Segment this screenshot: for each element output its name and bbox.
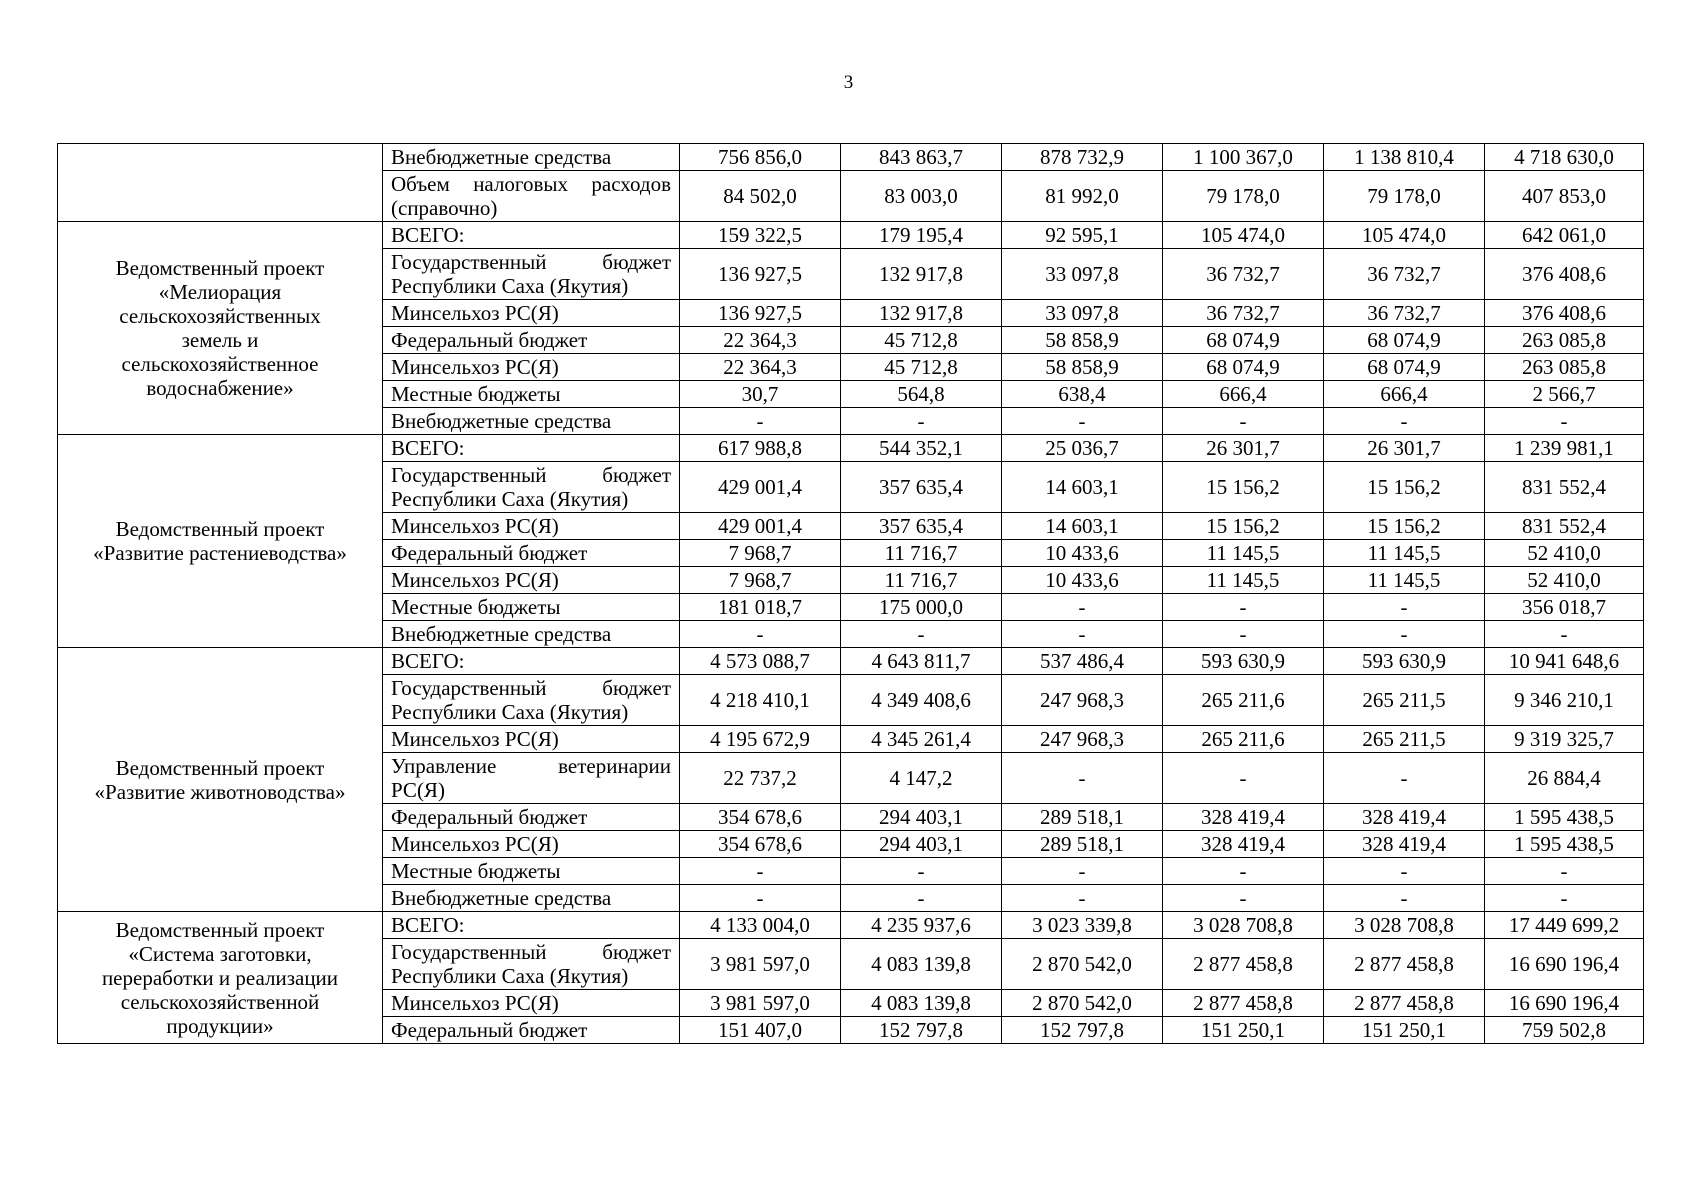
amount-cell: 7 968,7 bbox=[680, 567, 841, 594]
amount-cell: 52 410,0 bbox=[1485, 567, 1644, 594]
amount-cell: 3 981 597,0 bbox=[680, 939, 841, 990]
amount-cell: 30,7 bbox=[680, 381, 841, 408]
amount-cell: 1 239 981,1 bbox=[1485, 435, 1644, 462]
amount-cell: 4 195 672,9 bbox=[680, 726, 841, 753]
project-name-line: земель и bbox=[181, 328, 259, 352]
amount-cell: 831 552,4 bbox=[1485, 462, 1644, 513]
amount-cell: 759 502,8 bbox=[1485, 1017, 1644, 1044]
amount-cell: 33 097,8 bbox=[1002, 249, 1163, 300]
amount-cell: 136 927,5 bbox=[680, 249, 841, 300]
project-name-cell bbox=[58, 912, 383, 1044]
amount-cell: 4 349 408,6 bbox=[841, 675, 1002, 726]
project-name-line: сельскохозяйственных bbox=[119, 304, 321, 328]
amount-cell: 151 250,1 bbox=[1324, 1017, 1485, 1044]
amount-cell: 83 003,0 bbox=[841, 171, 1002, 222]
amount-cell: - bbox=[1324, 885, 1485, 912]
amount-cell: 22 737,2 bbox=[680, 753, 841, 804]
amount-cell: 68 074,9 bbox=[1324, 354, 1485, 381]
amount-cell: 263 085,8 bbox=[1485, 327, 1644, 354]
amount-cell: 2 870 542,0 bbox=[1002, 939, 1163, 990]
funding-source-cell: ВСЕГО: bbox=[383, 435, 680, 462]
amount-cell: 26 884,4 bbox=[1485, 753, 1644, 804]
project-name-line: переработки и реализации bbox=[101, 965, 339, 990]
amount-cell: - bbox=[1163, 594, 1324, 621]
amount-cell: 68 074,9 bbox=[1163, 354, 1324, 381]
funding-source-cell: Минсельхоз РС(Я) bbox=[383, 990, 680, 1017]
amount-cell: - bbox=[680, 621, 841, 648]
amount-cell: 4 573 088,7 bbox=[680, 648, 841, 675]
amount-cell: 11 716,7 bbox=[841, 567, 1002, 594]
amount-cell: - bbox=[1324, 594, 1485, 621]
funding-source-cell: Управление ветеринарии РС(Я) bbox=[383, 753, 680, 804]
amount-cell: - bbox=[1163, 858, 1324, 885]
amount-cell: - bbox=[680, 885, 841, 912]
amount-cell: - bbox=[1002, 621, 1163, 648]
amount-cell: - bbox=[1485, 885, 1644, 912]
project-name-line: продукции» bbox=[166, 1013, 274, 1038]
amount-cell: 756 856,0 bbox=[680, 144, 841, 171]
amount-cell: 544 352,1 bbox=[841, 435, 1002, 462]
funding-source-cell: Минсельхоз РС(Я) bbox=[383, 513, 680, 540]
amount-cell: 152 797,8 bbox=[1002, 1017, 1163, 1044]
amount-cell: 26 301,7 bbox=[1324, 435, 1485, 462]
table-row bbox=[58, 435, 1644, 462]
funding-source-cell: Внебюджетные средства bbox=[383, 885, 680, 912]
amount-cell: 10 941 648,6 bbox=[1485, 648, 1644, 675]
amount-cell: 294 403,1 bbox=[841, 804, 1002, 831]
project-name-line: Ведомственный проект bbox=[115, 517, 325, 541]
project-name-line: «Система заготовки, bbox=[128, 941, 312, 966]
amount-cell: 843 863,7 bbox=[841, 144, 1002, 171]
funding-source-cell: Минсельхоз РС(Я) bbox=[383, 567, 680, 594]
amount-cell: - bbox=[1485, 408, 1644, 435]
amount-cell: 15 156,2 bbox=[1163, 513, 1324, 540]
project-name-line: водоснабжение» bbox=[146, 376, 294, 400]
amount-cell: 16 690 196,4 bbox=[1485, 939, 1644, 990]
funding-source-cell: Внебюджетные средства bbox=[383, 144, 680, 171]
amount-cell: - bbox=[1002, 408, 1163, 435]
funding-source-cell: Федеральный бюджет bbox=[383, 327, 680, 354]
amount-cell: 181 018,7 bbox=[680, 594, 841, 621]
amount-cell: 357 635,4 bbox=[841, 462, 1002, 513]
amount-cell: - bbox=[1163, 753, 1324, 804]
amount-cell: - bbox=[1002, 858, 1163, 885]
amount-cell: 3 023 339,8 bbox=[1002, 912, 1163, 939]
amount-cell: 564,8 bbox=[841, 381, 1002, 408]
amount-cell: 15 156,2 bbox=[1324, 462, 1485, 513]
table-row bbox=[58, 648, 1644, 675]
amount-cell: 81 992,0 bbox=[1002, 171, 1163, 222]
amount-cell: 22 364,3 bbox=[680, 327, 841, 354]
project-name-line: «Развитие растениеводства» bbox=[93, 541, 347, 565]
funding-source-cell: Государственный бюджет Республики Саха (Якутия) bbox=[383, 675, 680, 726]
amount-cell: 2 877 458,8 bbox=[1163, 990, 1324, 1017]
amount-cell: - bbox=[841, 621, 1002, 648]
amount-cell: 1 595 438,5 bbox=[1485, 831, 1644, 858]
amount-cell: 593 630,9 bbox=[1163, 648, 1324, 675]
amount-cell: 36 732,7 bbox=[1324, 300, 1485, 327]
amount-cell: 15 156,2 bbox=[1163, 462, 1324, 513]
amount-cell: 666,4 bbox=[1163, 381, 1324, 408]
table-row bbox=[58, 222, 1644, 249]
amount-cell: 11 145,5 bbox=[1324, 567, 1485, 594]
amount-cell: 14 603,1 bbox=[1002, 462, 1163, 513]
funding-source-cell: Государственный бюджет Республики Саха (Якутия) bbox=[383, 939, 680, 990]
amount-cell: - bbox=[1324, 753, 1485, 804]
amount-cell: 58 858,9 bbox=[1002, 354, 1163, 381]
amount-cell: 159 322,5 bbox=[680, 222, 841, 249]
funding-source-cell: Государственный бюджет Республики Саха (Якутия) bbox=[383, 462, 680, 513]
project-name-line: Ведомственный проект bbox=[115, 256, 325, 280]
amount-cell: 132 917,8 bbox=[841, 249, 1002, 300]
page-number: 3 bbox=[843, 72, 854, 93]
amount-cell: - bbox=[1163, 408, 1324, 435]
amount-cell: 3 028 708,8 bbox=[1324, 912, 1485, 939]
amount-cell: 58 858,9 bbox=[1002, 327, 1163, 354]
project-name-cell bbox=[58, 222, 383, 435]
funding-source-cell: Внебюджетные средства bbox=[383, 621, 680, 648]
amount-cell: - bbox=[1324, 858, 1485, 885]
funding-source-cell: ВСЕГО: bbox=[383, 912, 680, 939]
amount-cell: 1 138 810,4 bbox=[1324, 144, 1485, 171]
amount-cell: 152 797,8 bbox=[841, 1017, 1002, 1044]
amount-cell: 831 552,4 bbox=[1485, 513, 1644, 540]
amount-cell: 11 145,5 bbox=[1163, 567, 1324, 594]
amount-cell: 289 518,1 bbox=[1002, 831, 1163, 858]
amount-cell: 36 732,7 bbox=[1163, 300, 1324, 327]
funding-source-cell: Государственный бюджет Республики Саха (Якутия) bbox=[383, 249, 680, 300]
amount-cell: 1 100 367,0 bbox=[1163, 144, 1324, 171]
amount-cell: 3 028 708,8 bbox=[1163, 912, 1324, 939]
funding-source-cell: Объем налоговых расходов (справочно) bbox=[383, 171, 680, 222]
amount-cell: 4 643 811,7 bbox=[841, 648, 1002, 675]
amount-cell: - bbox=[1002, 594, 1163, 621]
amount-cell: 36 732,7 bbox=[1163, 249, 1324, 300]
amount-cell: 2 566,7 bbox=[1485, 381, 1644, 408]
project-name-cell bbox=[58, 435, 383, 648]
funding-source-cell: Минсельхоз РС(Я) bbox=[383, 354, 680, 381]
amount-cell: 263 085,8 bbox=[1485, 354, 1644, 381]
amount-cell: 68 074,9 bbox=[1163, 327, 1324, 354]
amount-cell: 11 145,5 bbox=[1324, 540, 1485, 567]
amount-cell: - bbox=[1163, 621, 1324, 648]
amount-cell: 15 156,2 bbox=[1324, 513, 1485, 540]
funding-source-cell: Местные бюджеты bbox=[383, 381, 680, 408]
amount-cell: 4 718 630,0 bbox=[1485, 144, 1644, 171]
amount-cell: 9 319 325,7 bbox=[1485, 726, 1644, 753]
amount-cell: - bbox=[1002, 885, 1163, 912]
funding-source-cell: Минсельхоз РС(Я) bbox=[383, 300, 680, 327]
amount-cell: 247 968,3 bbox=[1002, 726, 1163, 753]
amount-cell: 429 001,4 bbox=[680, 513, 841, 540]
amount-cell: - bbox=[680, 408, 841, 435]
project-name-line: Ведомственный проект bbox=[115, 755, 325, 780]
amount-cell: 92 595,1 bbox=[1002, 222, 1163, 249]
funding-source-cell: Федеральный бюджет bbox=[383, 804, 680, 831]
funding-source-cell: Федеральный бюджет bbox=[383, 1017, 680, 1044]
amount-cell: 4 133 004,0 bbox=[680, 912, 841, 939]
amount-cell: 68 074,9 bbox=[1324, 327, 1485, 354]
amount-cell: 3 981 597,0 bbox=[680, 990, 841, 1017]
amount-cell: 14 603,1 bbox=[1002, 513, 1163, 540]
amount-cell: 151 407,0 bbox=[680, 1017, 841, 1044]
amount-cell: - bbox=[1324, 621, 1485, 648]
amount-cell: - bbox=[1324, 408, 1485, 435]
amount-cell: 10 433,6 bbox=[1002, 567, 1163, 594]
amount-cell: 26 301,7 bbox=[1163, 435, 1324, 462]
amount-cell: 265 211,6 bbox=[1163, 675, 1324, 726]
amount-cell: 328 419,4 bbox=[1163, 831, 1324, 858]
amount-cell: 17 449 699,2 bbox=[1485, 912, 1644, 939]
amount-cell: 537 486,4 bbox=[1002, 648, 1163, 675]
funding-table bbox=[57, 143, 1644, 1044]
amount-cell: 265 211,5 bbox=[1324, 675, 1485, 726]
project-name-cell bbox=[58, 144, 383, 222]
funding-source-cell: Внебюджетные средства bbox=[383, 408, 680, 435]
amount-cell: 376 408,6 bbox=[1485, 300, 1644, 327]
amount-cell: 878 732,9 bbox=[1002, 144, 1163, 171]
amount-cell: 1 595 438,5 bbox=[1485, 804, 1644, 831]
amount-cell: 84 502,0 bbox=[680, 171, 841, 222]
funding-source-cell: Минсельхоз РС(Я) bbox=[383, 831, 680, 858]
project-name-line: «Развитие животноводства» bbox=[94, 779, 346, 804]
amount-cell: 4 235 937,6 bbox=[841, 912, 1002, 939]
amount-cell: 617 988,8 bbox=[680, 435, 841, 462]
amount-cell: 4 218 410,1 bbox=[680, 675, 841, 726]
table-row bbox=[58, 144, 1644, 171]
amount-cell: 354 678,6 bbox=[680, 804, 841, 831]
amount-cell: 328 419,4 bbox=[1324, 804, 1485, 831]
table-row bbox=[58, 912, 1644, 939]
amount-cell: 2 877 458,8 bbox=[1324, 990, 1485, 1017]
funding-source-cell: ВСЕГО: bbox=[383, 648, 680, 675]
amount-cell: 4 083 139,8 bbox=[841, 990, 1002, 1017]
amount-cell: 11 145,5 bbox=[1163, 540, 1324, 567]
amount-cell: 354 678,6 bbox=[680, 831, 841, 858]
amount-cell: 2 877 458,8 bbox=[1163, 939, 1324, 990]
amount-cell: - bbox=[1485, 858, 1644, 885]
funding-source-cell: ВСЕГО: bbox=[383, 222, 680, 249]
amount-cell: - bbox=[841, 885, 1002, 912]
amount-cell: 45 712,8 bbox=[841, 354, 1002, 381]
amount-cell: 289 518,1 bbox=[1002, 804, 1163, 831]
project-name-line: «Мелиорация bbox=[158, 280, 282, 304]
project-name-cell bbox=[58, 648, 383, 912]
amount-cell: 265 211,6 bbox=[1163, 726, 1324, 753]
funding-source-cell: Минсельхоз РС(Я) bbox=[383, 726, 680, 753]
amount-cell: 328 419,4 bbox=[1324, 831, 1485, 858]
amount-cell: - bbox=[1485, 621, 1644, 648]
amount-cell: 294 403,1 bbox=[841, 831, 1002, 858]
project-name-line: сельскохозяйственной bbox=[120, 989, 320, 1014]
funding-source-cell: Федеральный бюджет bbox=[383, 540, 680, 567]
amount-cell: 247 968,3 bbox=[1002, 675, 1163, 726]
amount-cell: 9 346 210,1 bbox=[1485, 675, 1644, 726]
amount-cell: 328 419,4 bbox=[1163, 804, 1324, 831]
amount-cell: 638,4 bbox=[1002, 381, 1163, 408]
amount-cell: 666,4 bbox=[1324, 381, 1485, 408]
amount-cell: 265 211,5 bbox=[1324, 726, 1485, 753]
amount-cell: - bbox=[1163, 885, 1324, 912]
project-name-line: Ведомственный проект bbox=[115, 917, 325, 942]
amount-cell: 45 712,8 bbox=[841, 327, 1002, 354]
amount-cell: 16 690 196,4 bbox=[1485, 990, 1644, 1017]
amount-cell: 175 000,0 bbox=[841, 594, 1002, 621]
amount-cell: 179 195,4 bbox=[841, 222, 1002, 249]
amount-cell: 105 474,0 bbox=[1324, 222, 1485, 249]
amount-cell: - bbox=[1002, 753, 1163, 804]
amount-cell: 429 001,4 bbox=[680, 462, 841, 513]
amount-cell: - bbox=[680, 858, 841, 885]
amount-cell: 79 178,0 bbox=[1163, 171, 1324, 222]
project-name-line: сельскохозяйственное bbox=[121, 352, 319, 376]
amount-cell: 4 345 261,4 bbox=[841, 726, 1002, 753]
amount-cell: 52 410,0 bbox=[1485, 540, 1644, 567]
amount-cell: 22 364,3 bbox=[680, 354, 841, 381]
amount-cell: 376 408,6 bbox=[1485, 249, 1644, 300]
amount-cell: 11 716,7 bbox=[841, 540, 1002, 567]
amount-cell: - bbox=[841, 408, 1002, 435]
amount-cell: 4 083 139,8 bbox=[841, 939, 1002, 990]
amount-cell: 2 877 458,8 bbox=[1324, 939, 1485, 990]
funding-source-cell: Местные бюджеты bbox=[383, 594, 680, 621]
amount-cell: 7 968,7 bbox=[680, 540, 841, 567]
amount-cell: - bbox=[841, 858, 1002, 885]
amount-cell: 2 870 542,0 bbox=[1002, 990, 1163, 1017]
table-body bbox=[58, 144, 1644, 1044]
amount-cell: 10 433,6 bbox=[1002, 540, 1163, 567]
amount-cell: 25 036,7 bbox=[1002, 435, 1163, 462]
amount-cell: 136 927,5 bbox=[680, 300, 841, 327]
amount-cell: 79 178,0 bbox=[1324, 171, 1485, 222]
amount-cell: 642 061,0 bbox=[1485, 222, 1644, 249]
amount-cell: 36 732,7 bbox=[1324, 249, 1485, 300]
amount-cell: 357 635,4 bbox=[841, 513, 1002, 540]
amount-cell: 356 018,7 bbox=[1485, 594, 1644, 621]
amount-cell: 407 853,0 bbox=[1485, 171, 1644, 222]
amount-cell: 33 097,8 bbox=[1002, 300, 1163, 327]
funding-source-cell: Местные бюджеты bbox=[383, 858, 680, 885]
amount-cell: 151 250,1 bbox=[1163, 1017, 1324, 1044]
amount-cell: 4 147,2 bbox=[841, 753, 1002, 804]
amount-cell: 132 917,8 bbox=[841, 300, 1002, 327]
amount-cell: 105 474,0 bbox=[1163, 222, 1324, 249]
amount-cell: 593 630,9 bbox=[1324, 648, 1485, 675]
